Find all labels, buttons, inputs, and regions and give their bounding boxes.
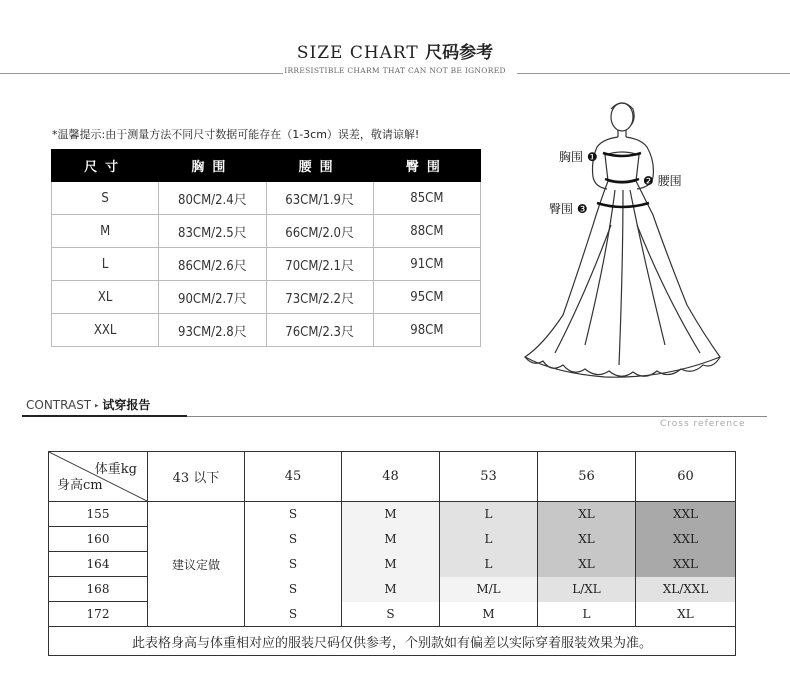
diagonal-header-cell [49,452,148,502]
hip-cell: 85CM [373,182,480,215]
header-bust: 胸围 [159,150,266,182]
header-waist: 腰围 [266,150,373,182]
table-row [52,215,481,248]
weight-header: 48 [342,452,440,502]
page-subtitle: IRRESISTIBLE CHARM THAT CAN NOT BE IGNORED [284,66,506,75]
hip-cell: 91CM [373,248,480,281]
weight-header: 56 [538,452,636,502]
custom-suggest-cell: 建议定做 [148,502,245,627]
header-hip: 臀围 [373,150,480,182]
height-cell: 172 [49,602,148,627]
header-size: 尺寸 [52,150,159,182]
weight-header: 53 [440,452,538,502]
bust-cell: 90CM/2.7尺 [159,281,266,314]
size-cell: L [538,602,636,627]
fitting-report-table [48,451,736,656]
size-cell: M [440,602,538,627]
table-row [52,281,481,314]
cross-reference-label: Cross reference [660,419,746,429]
size-cell: S [245,577,342,602]
size-cell: XXL [52,314,159,347]
size-table-header [52,150,481,182]
size-cell: XL [538,527,636,552]
bust-label: 胸围 ❶ [559,150,598,164]
table-row [49,502,736,527]
size-cell: M [342,502,440,527]
contrast-underline [22,415,187,417]
size-cell: XL [538,552,636,577]
hip-number-icon: ❸ [576,202,588,216]
bust-cell: 80CM/2.4尺 [159,182,266,215]
weight-header: 60 [636,452,736,502]
size-cell: XL [538,502,636,527]
size-cell: L [440,502,538,527]
waist-label: ❷ 腰围 [643,174,682,188]
size-cell: M [342,577,440,602]
size-cell: M [52,215,159,248]
bust-number-icon: ❶ [586,150,598,164]
page-title [0,38,790,63]
table-row [52,182,481,215]
size-cell: L [440,552,538,577]
size-cell: S [342,602,440,627]
fit-footer-row [49,627,736,656]
waist-cell: 76CM/2.3尺 [266,314,373,347]
waist-cell: 73CM/2.2尺 [266,281,373,314]
arrow-right-icon: ▸ [94,401,99,410]
contrast-title-cn: 试穿报告 [102,398,151,412]
size-table [51,149,481,347]
table-row [52,314,481,347]
waist-number-icon: ❷ [643,174,654,188]
height-cell: 168 [49,577,148,602]
height-cell: 164 [49,552,148,577]
size-cell: S [245,502,342,527]
waist-cell: 66CM/2.0尺 [266,215,373,248]
title-cn: 尺码参考 [425,43,494,63]
fit-disclaimer: 此表格身高与体重相对应的服装尺码仅供参考，个别款如有偏差以实际穿着服装效果为准。 [49,627,736,656]
fit-header-row [49,452,736,502]
weight-header: 43 以下 [148,452,245,502]
size-cell: S [245,527,342,552]
size-cell: L [440,527,538,552]
measurement-notice: *温馨提示:由于测量方法不同尺寸数据可能存在（1-3cm）误差，敬请谅解! [52,128,420,141]
table-row [52,248,481,281]
size-cell: S [245,602,342,627]
hip-cell: 95CM [373,281,480,314]
dress-measurement-illustration [515,95,730,385]
height-cell: 155 [49,502,148,527]
size-cell: L/XL [538,577,636,602]
contrast-title-en: CONTRAST [26,398,92,412]
size-cell: XXL [636,527,736,552]
size-cell: XXL [636,502,736,527]
bust-cell: 93CM/2.8尺 [159,314,266,347]
size-cell: M/L [440,577,538,602]
waist-cell: 63CM/1.9尺 [266,182,373,215]
size-cell: M [342,527,440,552]
contrast-heading [26,396,150,413]
bust-cell: 86CM/2.6尺 [159,248,266,281]
size-cell: M [342,552,440,577]
size-cell: XXL [636,552,736,577]
contrast-divider [187,416,767,417]
size-cell: XL [636,602,736,627]
waist-cell: 70CM/2.1尺 [266,248,373,281]
size-cell: XL [52,281,159,314]
weight-axis-label: 体重kg [94,462,137,477]
hip-cell: 88CM [373,215,480,248]
size-cell: L [52,248,159,281]
height-cell: 160 [49,527,148,552]
size-cell: XL/XXL [636,577,736,602]
hip-cell: 98CM [373,314,480,347]
title-en: SIZE CHART [296,43,419,63]
hip-label: 臀围 ❸ [549,202,588,216]
size-cell: S [52,182,159,215]
size-cell: S [245,552,342,577]
bust-cell: 83CM/2.5尺 [159,215,266,248]
height-axis-label: 身高cm [57,478,103,493]
weight-header: 45 [245,452,342,502]
